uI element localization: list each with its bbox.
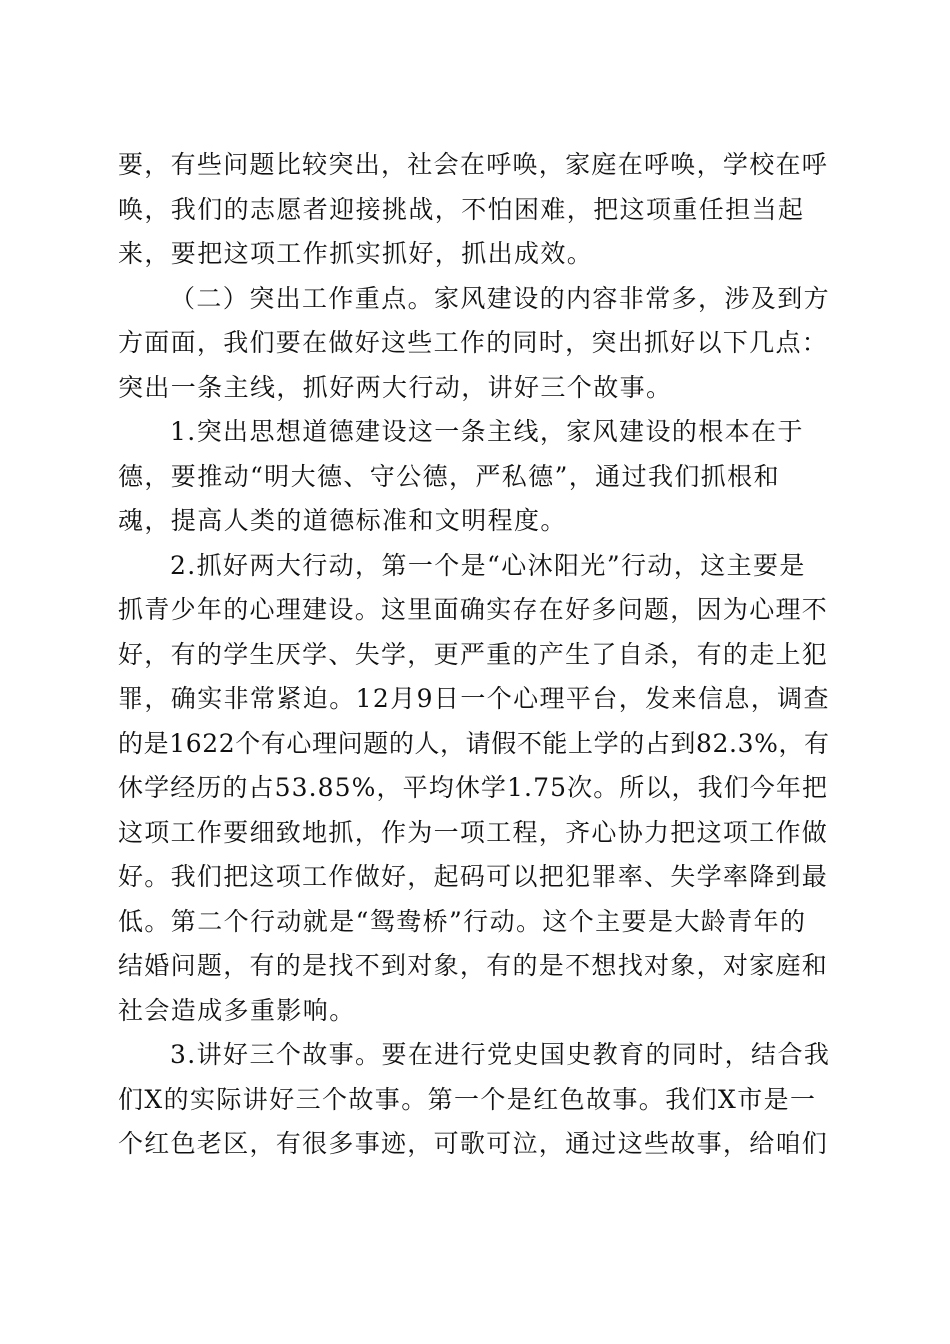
text-line: 这项工作要细致地抓，作为一项工程，齐心协力把这项工作做: [118, 817, 829, 847]
text-line: 抓青少年的心理建设。这里面确实存在好多问题，因为心理不: [118, 595, 829, 624]
text-line: 低。第二个行动就是“鸳鸯桥”行动。这个主要是大龄青年的: [118, 906, 807, 936]
paragraph-work-focus: [118, 277, 830, 411]
text-line: 的是1622个有心理问题的人，请假不能上学的占到82.3%，有: [118, 728, 830, 758]
text-line: 唤，我们的志愿者迎接挑战，不怕困难，把这项重任担当起: [118, 194, 805, 224]
document-body: [118, 143, 830, 1167]
text-line: 来，要把这项工作抓实抓好，抓出成效。: [118, 239, 594, 268]
text-line: 罪，确实非常紧迫。12月9日一个心理平台，发来信息，调查: [118, 684, 830, 713]
paragraph-continuation: [118, 143, 830, 277]
text-line: 德，要推动“明大德、守公德，严私德”，通过我们抓根和: [118, 461, 780, 491]
text-line: 好，有的学生厌学、失学，更严重的产生了自杀，有的走上犯: [118, 639, 829, 669]
text-line: 2.抓好两大行动，第一个是“心沐阳光”行动，这主要是: [170, 550, 806, 580]
text-line: 们X的实际讲好三个故事。第一个是红色故事。我们X市是一: [118, 1084, 817, 1114]
text-line: 个红色老区，有很多事迹，可歌可泣，通过这些故事，给咱们: [118, 1129, 829, 1158]
text-line: 魂，提高人类的道德标准和文明程度。: [118, 506, 567, 535]
text-line: （二）突出工作重点。家风建设的内容非常多，涉及到方: [170, 283, 831, 313]
text-line: 社会造成多重影响。: [118, 995, 356, 1025]
text-line: 方面面，我们要在做好这些工作的同时，突出抓好以下几点：: [118, 328, 829, 357]
text-line: 好。我们把这项工作做好，起码可以把犯罪率、失学率降到最: [118, 862, 829, 891]
text-line: 突出一条主线，抓好两大行动，讲好三个故事。: [118, 372, 673, 402]
paragraph-point-2: [118, 544, 830, 1034]
text-line: 1.突出思想道德建设这一条主线，家风建设的根本在于: [170, 417, 804, 446]
paragraph-point-1: [118, 410, 830, 544]
paragraph-point-3: [118, 1033, 830, 1167]
text-line: 3.讲好三个故事。要在进行党史国史教育的同时，结合我: [170, 1040, 831, 1069]
text-line: 要，有些问题比较突出，社会在呼唤，家庭在呼唤，学校在呼: [118, 150, 829, 179]
text-line: 休学经历的占53.85%，平均休学1.75次。所以，我们今年把: [118, 773, 829, 802]
text-line: 结婚问题，有的是找不到对象，有的是不想找对象，对家庭和: [118, 951, 829, 980]
